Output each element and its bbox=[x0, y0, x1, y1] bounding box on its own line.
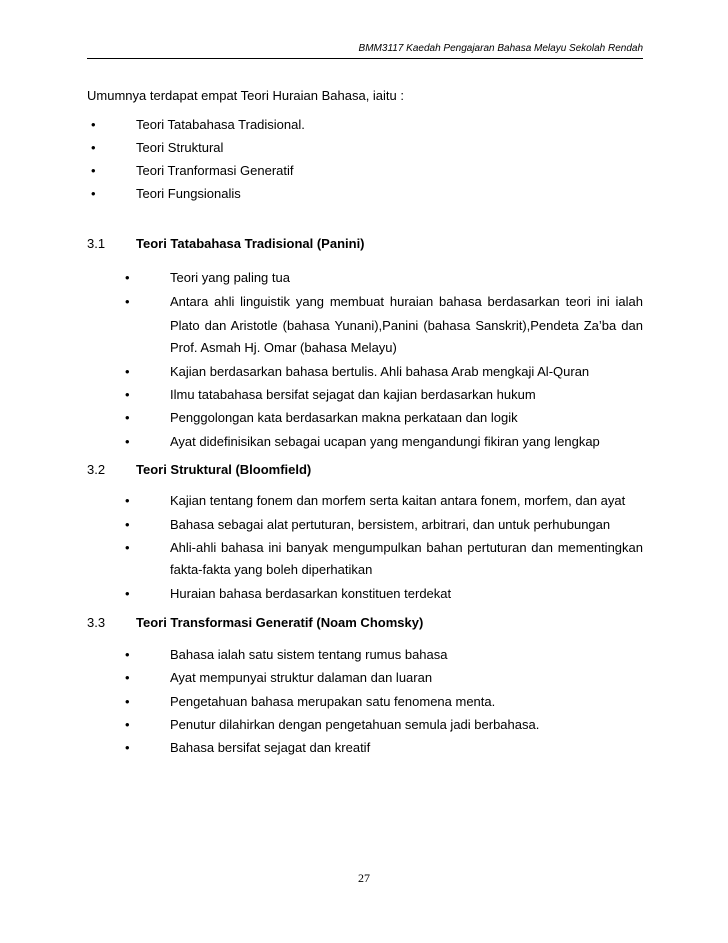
section-title: Teori Struktural (Bloomfield) bbox=[136, 462, 312, 477]
list-item-text: Ayat didefinisikan sebagai ucapan yang mengandungi fikiran yang lengkap bbox=[170, 434, 600, 449]
bullet-dot: • bbox=[125, 586, 130, 601]
bullet-dot: • bbox=[125, 647, 130, 662]
section-title: Teori Tatabahasa Tradisional (Panini) bbox=[136, 236, 365, 251]
bullet-dot: • bbox=[91, 163, 96, 178]
bullet-dot: • bbox=[125, 410, 130, 425]
list-item-text: Penggolongan kata berdasarkan makna perkataan dan logik bbox=[170, 410, 518, 425]
bullet-dot: • bbox=[125, 364, 130, 379]
list-item-text: Penutur dilahirkan dengan pengetahuan semula jadi berbahasa. bbox=[170, 717, 540, 732]
list-item-text: Teori Tranformasi Generatif bbox=[136, 163, 294, 178]
list-item-text: Kajian berdasarkan bahasa bertulis. Ahli bahasa Arab mengkaji Al-Quran bbox=[170, 364, 590, 379]
bullet-dot: • bbox=[125, 294, 130, 309]
section-number: 3.3 bbox=[87, 615, 106, 630]
intro-text: Umumnya terdapat empat Teori Huraian Bahasa, iaitu : bbox=[87, 88, 404, 103]
bullet-dot: • bbox=[125, 540, 130, 555]
running-title: BMM3117 Kaedah Pengajaran Bahasa Melayu Sekolah Rendah bbox=[358, 43, 643, 54]
bullet-dot: • bbox=[125, 387, 130, 402]
bullet-dot: • bbox=[125, 434, 130, 449]
bullet-dot: • bbox=[91, 117, 96, 132]
bullet-dot: • bbox=[125, 740, 130, 755]
section-title: Teori Transformasi Generatif (Noam Chomsky) bbox=[136, 615, 424, 630]
section-number: 3.2 bbox=[87, 462, 106, 477]
list-item-text: Teori Struktural bbox=[136, 140, 224, 155]
bullet-dot: • bbox=[91, 140, 96, 155]
bullet-dot: • bbox=[125, 717, 130, 732]
list-item-text-line: Plato dan Aristotle (bahasa Yunani),Panini (bahasa Sanskrit),Pendeta Za’ba dan bbox=[170, 318, 643, 333]
section-number: 3.1 bbox=[87, 236, 106, 251]
list-item-text: Teori yang paling tua bbox=[170, 270, 290, 285]
list-item-text: Ilmu tatabahasa bersifat sejagat dan kajian berdasarkan hukum bbox=[170, 387, 536, 402]
list-item-text-line: fakta-fakta yang boleh diperhatikan bbox=[170, 562, 373, 577]
page-number: 27 bbox=[358, 871, 370, 885]
bullet-dot: • bbox=[125, 670, 130, 685]
header-rule bbox=[87, 58, 643, 59]
list-item-text-line: Ahli-ahli bahasa ini banyak mengumpulkan bahan pertuturan dan mementingkan bbox=[170, 540, 643, 555]
list-item-text: Huraian bahasa berdasarkan konstituen terdekat bbox=[170, 586, 452, 601]
bullet-dot: • bbox=[125, 517, 130, 532]
list-item-text: Ayat mempunyai struktur dalaman dan luaran bbox=[170, 670, 433, 685]
bullet-dot: • bbox=[125, 493, 130, 508]
bullet-dot: • bbox=[91, 186, 96, 201]
bullet-dot: • bbox=[125, 270, 130, 285]
list-item-text-line: Prof. Asmah Hj. Omar (bahasa Melayu) bbox=[170, 340, 397, 355]
list-item-text: Kajian tentang fonem dan morfem serta kaitan antara fonem, morfem, dan ayat bbox=[170, 493, 626, 508]
list-item-text: Bahasa sebagai alat pertuturan, bersistem, arbitrari, dan untuk perhubungan bbox=[170, 517, 611, 532]
list-item-text: Teori Fungsionalis bbox=[136, 186, 241, 201]
list-item-text: Bahasa bersifat sejagat dan kreatif bbox=[170, 740, 371, 755]
bullet-dot: • bbox=[125, 694, 130, 709]
list-item-text: Teori Tatabahasa Tradisional. bbox=[136, 117, 305, 132]
list-item-text: Bahasa ialah satu sistem tentang rumus bahasa bbox=[170, 647, 448, 662]
list-item-text: Pengetahuan bahasa merupakan satu fenomena menta. bbox=[170, 694, 496, 709]
list-item-text-line: Antara ahli linguistik yang membuat huraian bahasa berdasarkan teori ini ialah bbox=[170, 294, 643, 309]
